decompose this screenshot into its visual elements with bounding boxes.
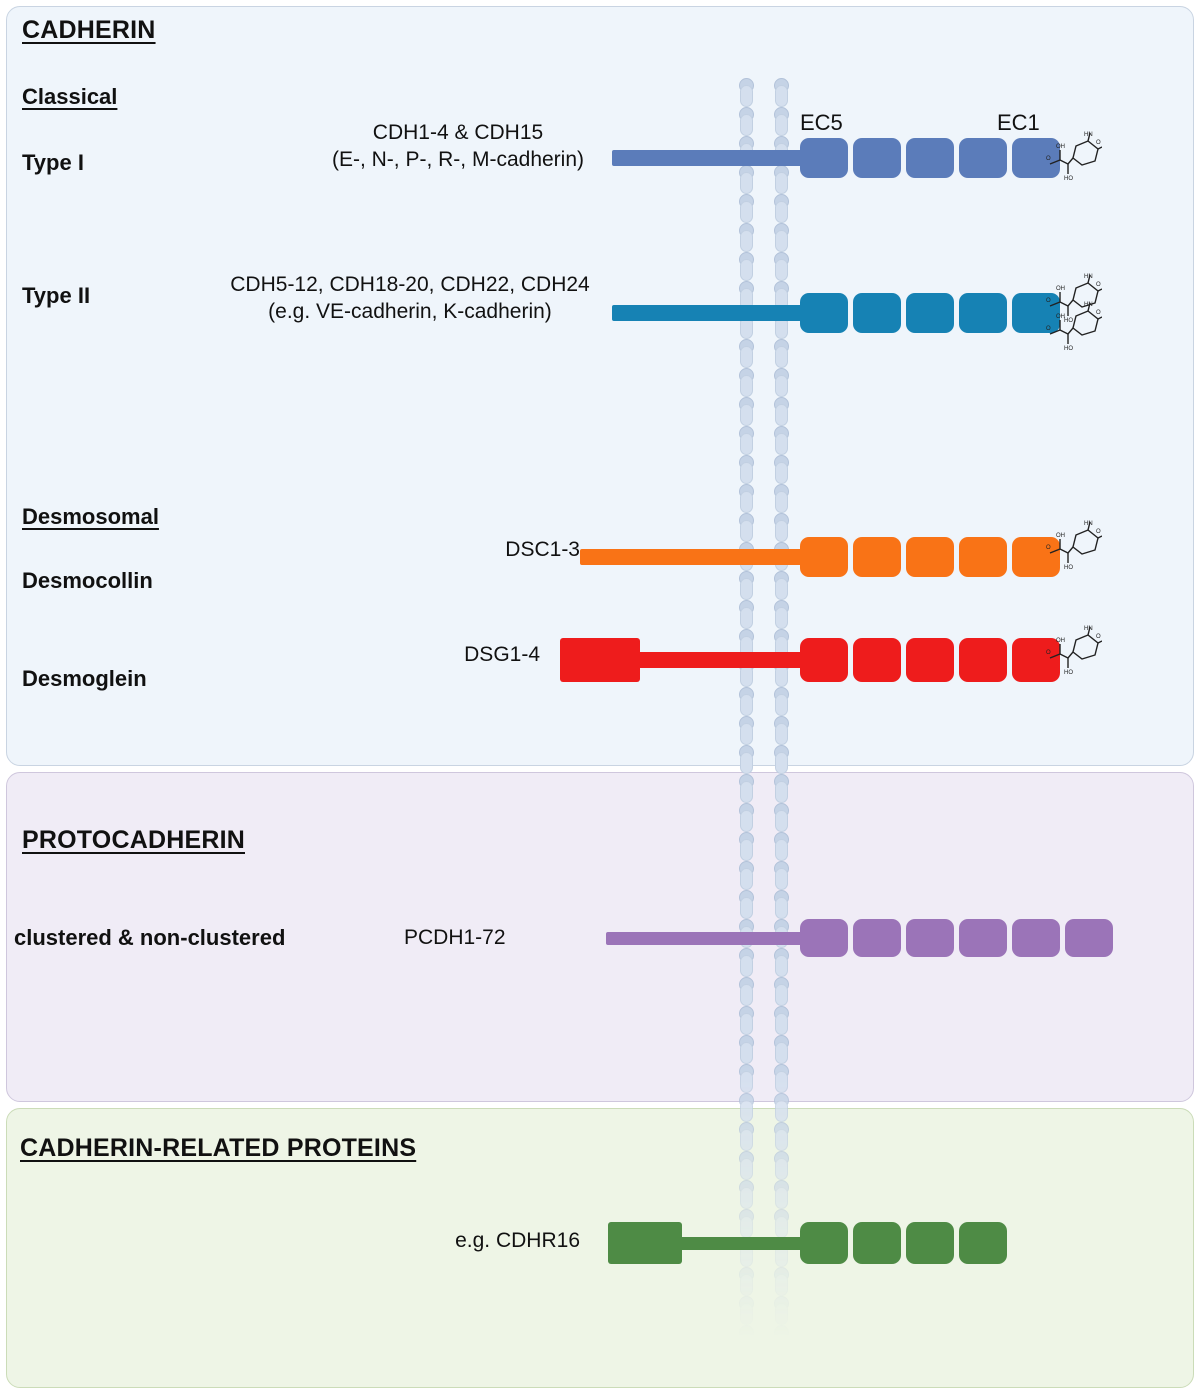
protein-protocadherin-ec-domain	[853, 919, 901, 957]
protein-protocadherin-transmembrane-stalk	[606, 932, 806, 945]
svg-text:HO: HO	[1064, 318, 1073, 324]
protein-type-2-ec-domain	[959, 293, 1007, 333]
protein-type-1-ec-domain	[906, 138, 954, 178]
protein-type-1-ec-domain	[959, 138, 1007, 178]
lipid-tail	[740, 1274, 753, 1296]
ec5-label: EC5	[800, 110, 843, 135]
lipid-tail	[775, 230, 788, 252]
section-heading-desmosomal: Desmosomal	[22, 504, 159, 529]
lipid-tail	[740, 839, 753, 861]
lipid-tail	[740, 607, 753, 629]
lipid-tail	[740, 1013, 753, 1035]
protein-desmoglein-glycan-icon	[1046, 624, 1102, 676]
lipid-tail	[740, 752, 753, 774]
protein-protocadherin-ec-domain	[959, 919, 1007, 957]
lipid-tail	[775, 172, 788, 194]
lipid-tail	[775, 259, 788, 281]
svg-text:O: O	[1096, 310, 1101, 316]
protein-desmoglein-ec-domain	[853, 638, 901, 682]
panel-title-protocadherin: PROTOCADHERIN	[22, 826, 245, 854]
lipid-tail	[775, 723, 788, 745]
lipid-tail	[775, 1187, 788, 1209]
lipid-tail	[775, 433, 788, 455]
lipid-tail	[775, 665, 788, 687]
svg-text:HN: HN	[1084, 274, 1093, 280]
lipid-tail	[775, 520, 788, 542]
lipid-tail	[740, 1071, 753, 1093]
protein-type-1-transmembrane-stalk	[612, 150, 806, 166]
lipid-tail	[740, 955, 753, 977]
row-label-desmoglein: Desmoglein	[22, 666, 147, 691]
svg-text:OH: OH	[1056, 533, 1065, 539]
protein-desmocollin-transmembrane-stalk	[580, 549, 806, 565]
lipid-tail	[775, 1274, 788, 1296]
lipid-tail	[740, 1216, 753, 1238]
gene-label-protocadherin: PCDH1-72	[404, 926, 506, 949]
gene-label-desmocollin: DSC1-3	[505, 538, 580, 561]
protein-type-1-ec-domain	[853, 138, 901, 178]
lipid-tail	[740, 578, 753, 600]
lipid-tail	[740, 172, 753, 194]
lipid-tail	[775, 578, 788, 600]
lipid-tail	[740, 433, 753, 455]
lipid-tail	[740, 346, 753, 368]
lipid-tail	[740, 491, 753, 513]
lipid-tail	[740, 462, 753, 484]
svg-text:HN: HN	[1084, 132, 1093, 138]
lipid-tail	[775, 375, 788, 397]
protein-type-2-glycan-icon	[1046, 300, 1102, 352]
lipid-tail	[775, 781, 788, 803]
lipid-tail	[740, 868, 753, 890]
row-label-type-1: Type I	[22, 150, 84, 175]
protein-desmoglein-ec-domain	[906, 638, 954, 682]
lipid-tail	[775, 1158, 788, 1180]
lipid-tail	[740, 897, 753, 919]
protein-desmocollin-ec-domain	[853, 537, 901, 577]
lipid-tail	[775, 114, 788, 136]
lipid-tail	[740, 694, 753, 716]
svg-text:HO: HO	[1064, 670, 1073, 676]
protein-desmocollin-glycan-icon	[1046, 519, 1102, 571]
lipid-tail	[740, 665, 753, 687]
protein-desmocollin-ec-domain	[800, 537, 848, 577]
protein-cdhr16-transmembrane-stalk	[608, 1237, 806, 1250]
lipid-tail	[775, 694, 788, 716]
svg-text:OH: OH	[1056, 638, 1065, 644]
protein-type-2-transmembrane-stalk	[612, 305, 806, 321]
lipid-tail	[740, 85, 753, 107]
lipid-tail	[775, 1013, 788, 1035]
lipid-tail	[775, 1071, 788, 1093]
svg-text:OH: OH	[1056, 144, 1065, 150]
lipid-tail	[740, 1187, 753, 1209]
lipid-tail	[775, 897, 788, 919]
protein-type-2-ec-domain	[906, 293, 954, 333]
lipid-tail	[775, 839, 788, 861]
lipid-tail	[775, 491, 788, 513]
protein-desmocollin-ec-domain	[906, 537, 954, 577]
svg-text:HO: HO	[1064, 176, 1073, 182]
protein-type-1-ec-domain	[800, 138, 848, 178]
lipid-tail	[740, 1303, 753, 1325]
svg-text:O: O	[1046, 298, 1051, 304]
svg-text:O: O	[1046, 545, 1051, 551]
protein-desmoglein-ec-domain	[959, 638, 1007, 682]
lipid-tail	[740, 1158, 753, 1180]
svg-text:O: O	[1046, 650, 1051, 656]
lipid-tail	[775, 868, 788, 890]
section-heading-classical: Classical	[22, 84, 118, 109]
ec1-label: EC1	[997, 110, 1040, 135]
panel-title-cadherin-related: CADHERIN-RELATED PROTEINS	[20, 1134, 417, 1162]
lipid-tail	[740, 1042, 753, 1064]
svg-text:OH: OH	[1056, 314, 1065, 320]
lipid-tail	[740, 259, 753, 281]
lipid-tail	[740, 810, 753, 832]
lipid-tail	[740, 230, 753, 252]
lipid-tail	[775, 1332, 788, 1338]
svg-text:O: O	[1046, 156, 1051, 162]
protein-cdhr16-ec-domain	[959, 1222, 1007, 1264]
protein-type-1-glycan-icon	[1046, 130, 1102, 182]
gene-label-type-1	[263, 120, 653, 174]
lipid-tail	[775, 607, 788, 629]
lipid-tail	[775, 404, 788, 426]
lipid-tail	[775, 85, 788, 107]
gene-label-desmoglein: DSG1-4	[464, 643, 540, 666]
svg-text:HN: HN	[1084, 521, 1093, 527]
gene-label-type-1-line1: CDH1-4 & CDH15	[372, 121, 544, 144]
lipid-tail	[740, 723, 753, 745]
lipid-tail	[740, 201, 753, 223]
svg-text:O: O	[1096, 634, 1101, 640]
protein-protocadherin-ec-domain	[906, 919, 954, 957]
protein-type-2-ec-domain	[800, 293, 848, 333]
lipid-tail	[740, 375, 753, 397]
protein-protocadherin-ec-domain	[1065, 919, 1113, 957]
lipid-tail	[740, 781, 753, 803]
gene-label-cdhr16: e.g. CDHR16	[455, 1229, 580, 1252]
svg-text:O: O	[1046, 326, 1051, 332]
svg-text:HN: HN	[1084, 626, 1093, 632]
row-label-type-2: Type II	[22, 283, 91, 308]
gene-label-type-2-line2: (e.g. VE-cadherin, K-cadherin)	[268, 299, 552, 323]
gene-label-type-2-line1: CDH5-12, CDH18-20, CDH22, CDH24	[230, 273, 590, 296]
lipid-tail	[775, 810, 788, 832]
lipid-tail	[740, 404, 753, 426]
svg-text:HN: HN	[1084, 302, 1093, 308]
lipid-tail	[775, 1042, 788, 1064]
lipid-tail	[775, 1216, 788, 1238]
lipid-tail	[775, 462, 788, 484]
svg-text:O: O	[1096, 529, 1101, 535]
svg-text:O: O	[1096, 282, 1101, 288]
lipid-tail	[775, 752, 788, 774]
protein-protocadherin-ec-domain	[800, 919, 848, 957]
gene-label-type-1-line2: (E-, N-, P-, R-, M-cadherin)	[331, 147, 585, 171]
svg-text:O: O	[1096, 140, 1101, 146]
protein-protocadherin-ec-domain	[1012, 919, 1060, 957]
protein-cdhr16-ec-domain	[906, 1222, 954, 1264]
lipid-tail	[740, 984, 753, 1006]
gene-label-type-2	[165, 272, 655, 326]
row-label-protocadherin: clustered & non-clustered	[14, 925, 286, 950]
lipid-tail	[740, 520, 753, 542]
protein-cdhr16-ec-domain	[800, 1222, 848, 1264]
svg-text:HO: HO	[1064, 346, 1073, 352]
lipid-tail	[775, 1129, 788, 1151]
lipid-tail	[740, 1332, 753, 1338]
lipid-bilayer-membrane	[733, 78, 795, 1338]
svg-text:OH: OH	[1056, 286, 1065, 292]
protein-desmocollin-ec-domain	[959, 537, 1007, 577]
svg-text:HO: HO	[1064, 565, 1073, 571]
lipid-tail	[740, 1129, 753, 1151]
lipid-tail	[775, 1303, 788, 1325]
lipid-tail	[740, 114, 753, 136]
lipid-tail	[740, 1100, 753, 1122]
lipid-tail	[775, 955, 788, 977]
protein-cdhr16-ec-domain	[853, 1222, 901, 1264]
protein-type-2-ec-domain	[853, 293, 901, 333]
lipid-tail	[775, 1100, 788, 1122]
row-label-desmocollin: Desmocollin	[22, 568, 153, 593]
protein-desmoglein-ec-domain	[800, 638, 848, 682]
lipid-tail	[775, 346, 788, 368]
panel-title-cadherin: CADHERIN	[22, 16, 156, 44]
lipid-tail	[775, 984, 788, 1006]
lipid-tail	[775, 201, 788, 223]
protein-desmoglein-transmembrane-stalk	[560, 652, 806, 668]
